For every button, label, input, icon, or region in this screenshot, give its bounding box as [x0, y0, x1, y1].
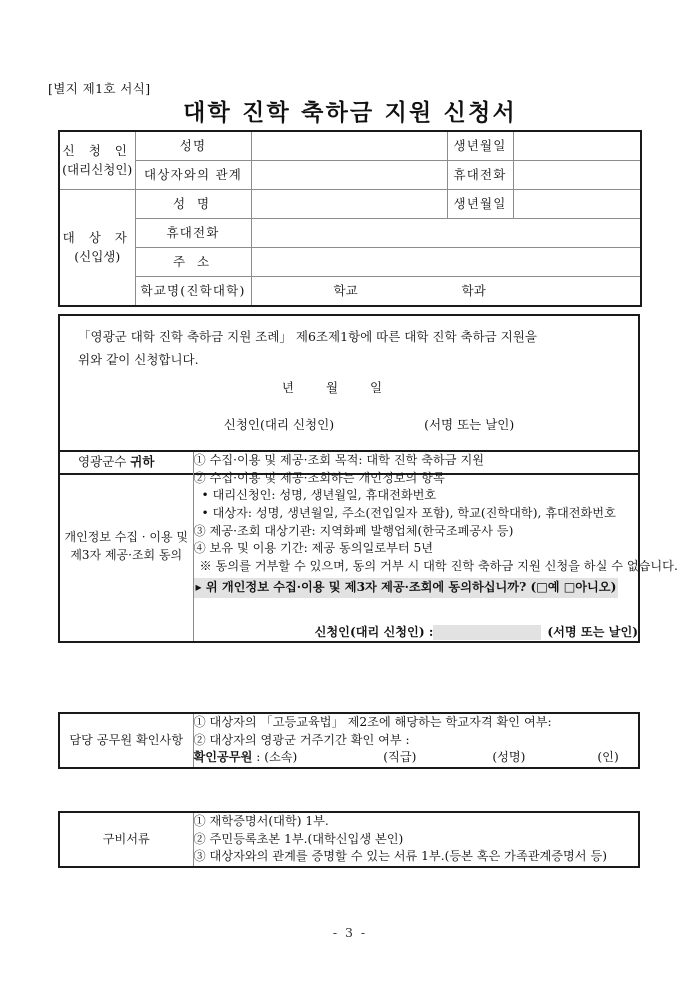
- officer-rank-label: (직급): [383, 750, 417, 765]
- consent-section-label: [59, 451, 193, 642]
- target-school-label: 학교명(진학대학): [135, 277, 251, 307]
- target-birth-label: 생년월일: [447, 190, 513, 219]
- consent-label-line1: 개인정보 수집 · 이용 및: [64, 530, 188, 545]
- target-phone-label: 휴대전화: [135, 219, 251, 248]
- consent-bullet-1: • 대리신청인: 성명, 생년월일, 휴대전화번호: [201, 488, 437, 503]
- documents-item-2: ② 주민등록초본 1부.(대학신입생 본인): [193, 831, 404, 846]
- table-row: [59, 451, 639, 642]
- consent-sign-label: 신청인(대리 신청인) :: [314, 624, 434, 639]
- consent-bullet-2: • 대상자: 성명, 생년월일, 주소(전입일자 포함), 학교(진학대학), 휴대전화번호: [201, 506, 616, 521]
- target-label-line2: (신입생): [74, 248, 121, 264]
- documents-item-1: ① 재학증명서(대학) 1부.: [193, 814, 329, 828]
- applicant-section-label: [59, 131, 135, 190]
- target-address-label: 주 소: [135, 248, 251, 277]
- declaration-applicant-sign-label: 신청인(대리 신청인): [223, 417, 335, 433]
- consent-signature-field[interactable]: [433, 625, 541, 640]
- school-suffix-label: 학교: [333, 282, 358, 298]
- required-documents-table: [58, 811, 640, 868]
- officer-item-1[interactable]: ① 대상자의 「고등교육법」 제2조에 해당하는 학교자격 확인 여부:: [193, 715, 552, 729]
- table-row: [59, 161, 641, 190]
- applicant-birth-label: 생년월일: [447, 131, 513, 161]
- table-row: [59, 812, 639, 867]
- consent-label-line2: 제3자 제공·조회 동의: [70, 547, 183, 562]
- form-code-label: [별지 제1호 서식]: [48, 81, 151, 96]
- page-number: - 3 -: [332, 925, 368, 940]
- table-row: [59, 190, 641, 219]
- declaration-seal-label: (서명 또는 날인): [424, 417, 515, 433]
- target-label-line1: 대 상 자: [62, 230, 132, 246]
- documents-section-label: 구비서류: [59, 812, 193, 867]
- target-school-field[interactable]: [251, 277, 641, 307]
- target-phone-field[interactable]: [251, 219, 641, 248]
- table-row: [59, 131, 641, 161]
- declaration-date-line[interactable]: 년 월 일: [281, 380, 397, 396]
- officer-body: [193, 713, 639, 768]
- addressee-prefix: 영광군수: [78, 453, 131, 469]
- consent-item-1: ① 수집·이용 및 제공·조회 목적: 대학 진학 축하금 지원: [193, 453, 484, 467]
- consent-item-4: ④ 보유 및 이용 기간: 제공 동의일로부터 5년: [193, 541, 434, 556]
- applicant-name-label: 성명: [135, 131, 251, 161]
- table-row: [59, 713, 639, 768]
- applicant-phone-label: 휴대전화: [447, 161, 513, 190]
- consent-seal-label: (서명 또는 날인): [547, 624, 638, 639]
- applicant-label-line1: 신 청 인: [62, 143, 132, 159]
- applicant-name-field[interactable]: [251, 131, 447, 161]
- applicant-relation-label: 대상자와의 관계: [135, 161, 251, 190]
- officer-name-label: (성명): [492, 750, 526, 765]
- department-suffix-label: 학과: [461, 282, 486, 298]
- applicant-info-table: [58, 130, 642, 307]
- applicant-birth-field[interactable]: [513, 131, 641, 161]
- target-address-field[interactable]: [251, 248, 641, 277]
- table-row: [59, 277, 641, 307]
- consent-body: [193, 451, 678, 642]
- page-title: 대학 진학 축하금 지원 신청서: [183, 99, 517, 126]
- target-name-label: 성 명: [135, 190, 251, 219]
- consent-note: ※ 동의를 거부할 수 있으며, 동의 거부 시 대학 진학 축하금 지원 신청을 하실 수 없습니다.: [199, 559, 678, 574]
- officer-item-2[interactable]: ② 대상자의 영광군 거주기간 확인 여부 :: [193, 732, 410, 747]
- applicant-phone-field[interactable]: [513, 161, 641, 190]
- privacy-consent-table: [58, 450, 678, 643]
- documents-body: [193, 812, 639, 867]
- consent-signature-row: [194, 624, 639, 642]
- table-row: [59, 219, 641, 248]
- target-birth-field[interactable]: [513, 190, 641, 219]
- consent-question[interactable]: ▸ 위 개인정보 수집·이용 및 제3자 제공·조회에 동의하십니까? (□예 □아니오): [194, 578, 619, 598]
- officer-verification-table: [58, 712, 640, 769]
- consent-question-row[interactable]: [194, 576, 639, 598]
- officer-confirm-label: 확인공무원: [193, 750, 253, 765]
- target-section-label: [59, 190, 135, 307]
- officer-confirm-row: [194, 749, 639, 767]
- consent-item-3: ③ 제공·조회 대상기관: 지역화폐 발행업체(한국조폐공사 등): [193, 523, 514, 538]
- applicant-relation-field[interactable]: [251, 161, 447, 190]
- declaration-line1: 「영광군 대학 진학 축하금 지원 조례」 제6조제1항에 따른 대학 진학 축하금 지원을: [78, 329, 537, 344]
- declaration-line2: 위와 같이 신청합니다.: [78, 352, 199, 368]
- table-row: [59, 248, 641, 277]
- addressee-suffix: 귀하: [130, 453, 155, 469]
- officer-seal-label: (인): [597, 750, 619, 765]
- officer-affiliation-label: : (소속): [256, 750, 298, 765]
- officer-section-label: 담당 공무원 확인사항: [59, 713, 193, 768]
- target-name-field[interactable]: [251, 190, 447, 219]
- documents-item-3: ③ 대상자와의 관계를 증명할 수 있는 서류 1부.(등본 혹은 가족관계증명서 등): [193, 849, 607, 864]
- applicant-label-line2: (대리신청인): [62, 161, 133, 177]
- consent-item-2: ② 수집·이용 및 제공·조회하는 개인정보의 항목: [193, 470, 445, 485]
